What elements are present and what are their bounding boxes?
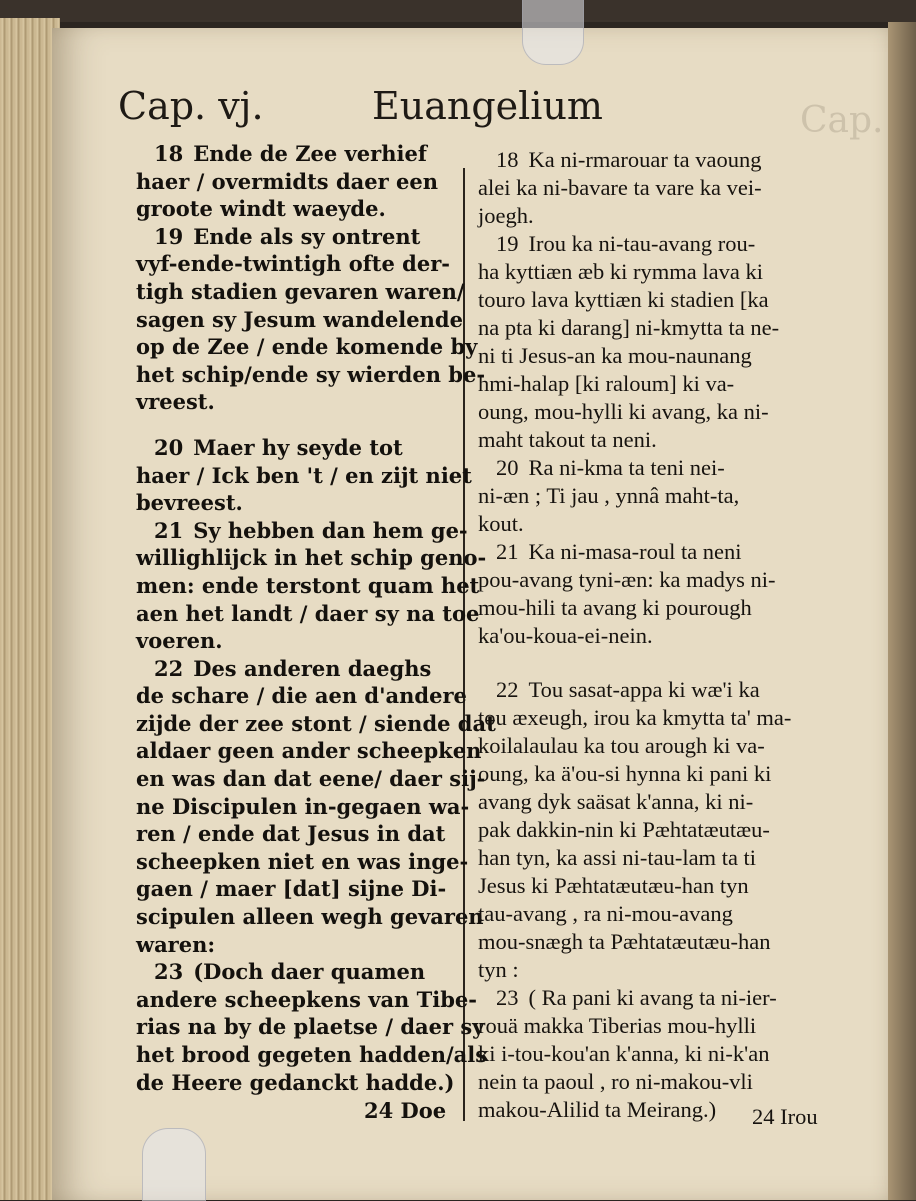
verse-number: 23 — [154, 959, 184, 985]
verse-text: ki i-tou-kou'an k'anna, ki ni-k'an — [478, 1041, 770, 1066]
verse-line — [478, 676, 820, 704]
verse-line — [478, 286, 820, 314]
verse-text: scipulen alleen wegh gevaren — [136, 904, 484, 930]
verse-line — [136, 682, 467, 710]
verse-text: Jesus ki Pæhtatæutæu-han tyn — [478, 873, 749, 898]
verse-text: Ka ni-rmarouar ta vaoung — [528, 147, 762, 172]
verse-line — [136, 710, 496, 738]
verse-line — [136, 195, 452, 223]
verse-19 — [136, 223, 486, 416]
verse-line — [136, 223, 452, 251]
verse-20 — [136, 434, 472, 517]
verse-text: andere scheepkens van Tibe- — [136, 986, 478, 1012]
verse-text: vreest. — [136, 389, 215, 415]
verse-line — [478, 956, 820, 984]
verse-text: avang dyk saäsat k'anna, ki ni- — [478, 789, 754, 814]
verse-line — [136, 1013, 485, 1041]
verse-text: voeren. — [136, 628, 223, 654]
verse-number: 21 — [496, 539, 519, 564]
verse-line — [136, 517, 468, 545]
verse-text: de schare / die aen d'andere — [136, 683, 467, 709]
paragraph-gap — [478, 650, 820, 676]
verse-text: tyn : — [478, 957, 519, 982]
verse-line — [478, 398, 820, 426]
verse-text: tau-avang , ra ni-mou-avang — [478, 901, 733, 926]
verse-text: groote windt waeyde. — [136, 196, 386, 222]
verse-text: Des anderen daeghs — [193, 655, 432, 681]
verse-19 — [478, 230, 820, 454]
verse-number: 22 — [496, 677, 519, 702]
verse-text: scheepken niet en was inge- — [136, 848, 469, 874]
verse-22 — [136, 655, 496, 959]
verse-line — [478, 146, 820, 174]
verse-text: waren: — [136, 931, 216, 957]
verse-line — [478, 566, 820, 594]
verse-number: 19 — [154, 223, 184, 249]
verse-text: vyf-ende-twintigh ofte der- — [136, 251, 450, 277]
verse-text: maht takout ta neni. — [478, 427, 657, 452]
verse-line — [136, 793, 470, 821]
verse-text: Tou sasat-appa ki wæ'i ka — [528, 677, 760, 702]
verse-text: ni-æn ; Ti jau , ynnâ maht-ta, — [478, 483, 740, 508]
verse-20 — [478, 454, 820, 538]
verse-line — [478, 704, 820, 732]
verse-text: haer / Ick ben 't / en zijt niet — [136, 462, 472, 488]
verse-line — [136, 931, 452, 959]
verse-number: 23 — [496, 985, 519, 1010]
verse-text: Ra ni-kma ta teni nei- — [528, 455, 725, 480]
verse-line — [478, 230, 820, 258]
verse-line — [136, 600, 480, 628]
verse-line — [136, 544, 487, 572]
verse-line — [478, 202, 820, 230]
verse-text: Ka ni-masa-roul ta neni — [528, 539, 742, 564]
verse-number: 20 — [496, 455, 519, 480]
verse-text: touro lava kyttiæn ki stadien [ka — [478, 287, 769, 312]
verse-line — [136, 848, 469, 876]
verse-line — [478, 1012, 820, 1040]
verse-line — [136, 250, 452, 278]
verse-line — [478, 844, 820, 872]
verse-line — [478, 984, 820, 1012]
scanner-frame-top — [0, 0, 916, 22]
verse-line — [478, 760, 820, 788]
verse-line — [478, 1068, 820, 1096]
verse-number: 18 — [496, 147, 519, 172]
verse-line — [478, 454, 820, 482]
verse-line — [478, 174, 820, 202]
verse-line — [478, 900, 820, 928]
verse-text: haer / overmidts daer een — [136, 168, 438, 194]
verse-line — [136, 765, 486, 793]
page-clip-top — [522, 0, 584, 65]
column-divider — [463, 168, 465, 1121]
verse-text: ka'ou-koua-ei-nein. — [478, 623, 653, 648]
verse-line — [136, 572, 480, 600]
verse-21 — [478, 538, 820, 650]
verse-number: 21 — [154, 517, 184, 543]
verse-text: pak dakkin-nin ki Pæhtatæutæu- — [478, 817, 770, 842]
verse-text: alei ka ni-bavare ta vare ka vei- — [478, 175, 762, 200]
verse-line — [478, 258, 820, 286]
verse-line — [136, 958, 452, 986]
verse-text: nein ta paoul , ro ni-makou-vli — [478, 1069, 753, 1094]
verse-text: aldaer geen ander scheepken — [136, 738, 482, 764]
verse-line — [136, 737, 482, 765]
verse-text: ha kyttiæn æb ki rymma lava ki — [478, 259, 763, 284]
verse-text: tigh stadien gevaren waren/ — [136, 278, 465, 304]
verse-text: sagen sy Jesum wandelende — [136, 306, 463, 332]
verse-text: kout. — [478, 511, 524, 536]
chapter-heading: Cap. vj. — [118, 84, 264, 128]
verse-line — [478, 1040, 820, 1068]
verse-line — [136, 986, 478, 1014]
verse-line — [136, 655, 452, 683]
verse-line — [478, 872, 820, 900]
verse-number: 22 — [154, 655, 184, 681]
verse-line — [478, 370, 820, 398]
verse-text: ren / ende dat Jesus in dat — [136, 821, 446, 847]
paragraph-gap — [136, 416, 452, 434]
verse-text: han tyn, ka assi ni-tau-lam ta ti — [478, 845, 757, 870]
verse-text: en was dan dat eene/ daer sij- — [136, 766, 486, 792]
verse-23 — [478, 984, 820, 1124]
verse-text: rouä makka Tiberias mou-hylli — [478, 1013, 757, 1038]
verse-line — [478, 594, 820, 622]
verse-number: 19 — [496, 231, 519, 256]
verse-text: ni ti Jesus-an ka mou-naunang — [478, 343, 752, 368]
catchword-right: 24 Irou — [752, 1104, 818, 1129]
verse-text: hmi-halap [ki raloum] ki va- — [478, 371, 735, 396]
verse-line — [136, 306, 463, 334]
dutch-column — [136, 140, 496, 1096]
verse-text: oung, mou-hylli ki avang, ka ni- — [478, 399, 769, 424]
verse-text: mou-snægh ta Pæhtatæutæu-han — [478, 929, 771, 954]
verse-text: Sy hebben dan hem ge- — [193, 517, 468, 543]
verse-text: koilalaulau ka tou arough ki va- — [478, 733, 765, 758]
verse-text: makou-Alilid ta Meirang.) — [478, 1097, 717, 1122]
verse-text: (Doch daer quamen — [193, 959, 426, 985]
page-clip-bottom — [142, 1128, 206, 1201]
verse-18 — [478, 146, 820, 230]
verse-text: Ende als sy ontrent — [193, 223, 421, 249]
verse-text: tou æxeugh, irou ka kmytta ta' ma- — [478, 705, 792, 730]
verse-line — [136, 489, 452, 517]
verse-line — [136, 627, 452, 655]
verse-text: mou-hili ta avang ki pourough — [478, 595, 752, 620]
verse-text: Irou ka ni-tau-avang rou- — [528, 231, 756, 256]
formosan-column — [478, 146, 820, 1124]
verse-text: gaen / maer [dat] sijne Di- — [136, 876, 447, 902]
verse-23 — [136, 958, 488, 1096]
verse-text: aen het landt / daer sy na toe — [136, 600, 480, 626]
verse-line — [136, 140, 452, 168]
verse-text: joegh. — [478, 203, 534, 228]
verse-text: willighlijck in het schip geno- — [136, 545, 487, 571]
verse-text: zijde der zee stont / siende dat — [136, 710, 496, 736]
verse-text: rias na by de plaetse / daer sy — [136, 1014, 485, 1040]
verse-line — [136, 278, 465, 306]
verse-line — [478, 816, 820, 844]
verse-text: ( Ra pani ki avang ta ni-ier- — [528, 985, 777, 1010]
verse-line — [136, 361, 486, 389]
bleed-through-text: Cap. — [800, 100, 884, 141]
verse-line — [136, 1069, 455, 1097]
verse-line — [136, 168, 452, 196]
verse-number: 20 — [154, 434, 184, 460]
verse-text: pou-avang tyni-æn: ka madys ni- — [478, 567, 776, 592]
running-title: Euangelium — [372, 84, 603, 128]
verse-line — [478, 622, 820, 650]
verse-text: de Heere gedanckt hadde.) — [136, 1069, 455, 1095]
verse-line — [478, 342, 820, 370]
verse-line — [136, 434, 452, 462]
verse-text: oung, ka ä'ou-si hynna ki pani ki — [478, 761, 772, 786]
verse-text: bevreest. — [136, 490, 243, 516]
verse-line — [136, 875, 452, 903]
verse-line — [478, 426, 820, 454]
verse-line — [478, 510, 820, 538]
verse-22 — [478, 676, 820, 984]
verse-text: op de Zee / ende komende by — [136, 334, 478, 360]
verse-text: het schip/ende sy wierden be- — [136, 361, 486, 387]
verse-line — [136, 1041, 488, 1069]
verse-text: men: ende terstont quam het — [136, 572, 480, 598]
verse-line — [136, 333, 478, 361]
verse-text: het brood gegeten hadden/als — [136, 1042, 488, 1067]
verse-line — [478, 788, 820, 816]
book-cover-edge — [888, 22, 916, 1200]
verse-text: na pta ki darang] ni-kmytta ta ne- — [478, 315, 780, 340]
catchword-left: 24 Doe — [364, 1098, 447, 1123]
verse-line — [136, 903, 484, 931]
page-stack-edges — [0, 18, 60, 1200]
verse-line — [478, 732, 820, 760]
verse-18 — [136, 140, 452, 223]
verse-line — [478, 928, 820, 956]
verse-line — [136, 388, 452, 416]
verse-21 — [136, 517, 487, 655]
verse-line — [478, 482, 820, 510]
verse-line — [478, 314, 820, 342]
verse-line — [478, 538, 820, 566]
verse-text: Ende de Zee verhief — [193, 141, 427, 166]
verse-text: ne Discipulen in-gegaen wa- — [136, 793, 470, 819]
verse-line — [136, 820, 452, 848]
verse-line — [136, 462, 472, 490]
verse-text: Maer hy seyde tot — [193, 434, 403, 460]
verse-number: 18 — [154, 141, 184, 166]
